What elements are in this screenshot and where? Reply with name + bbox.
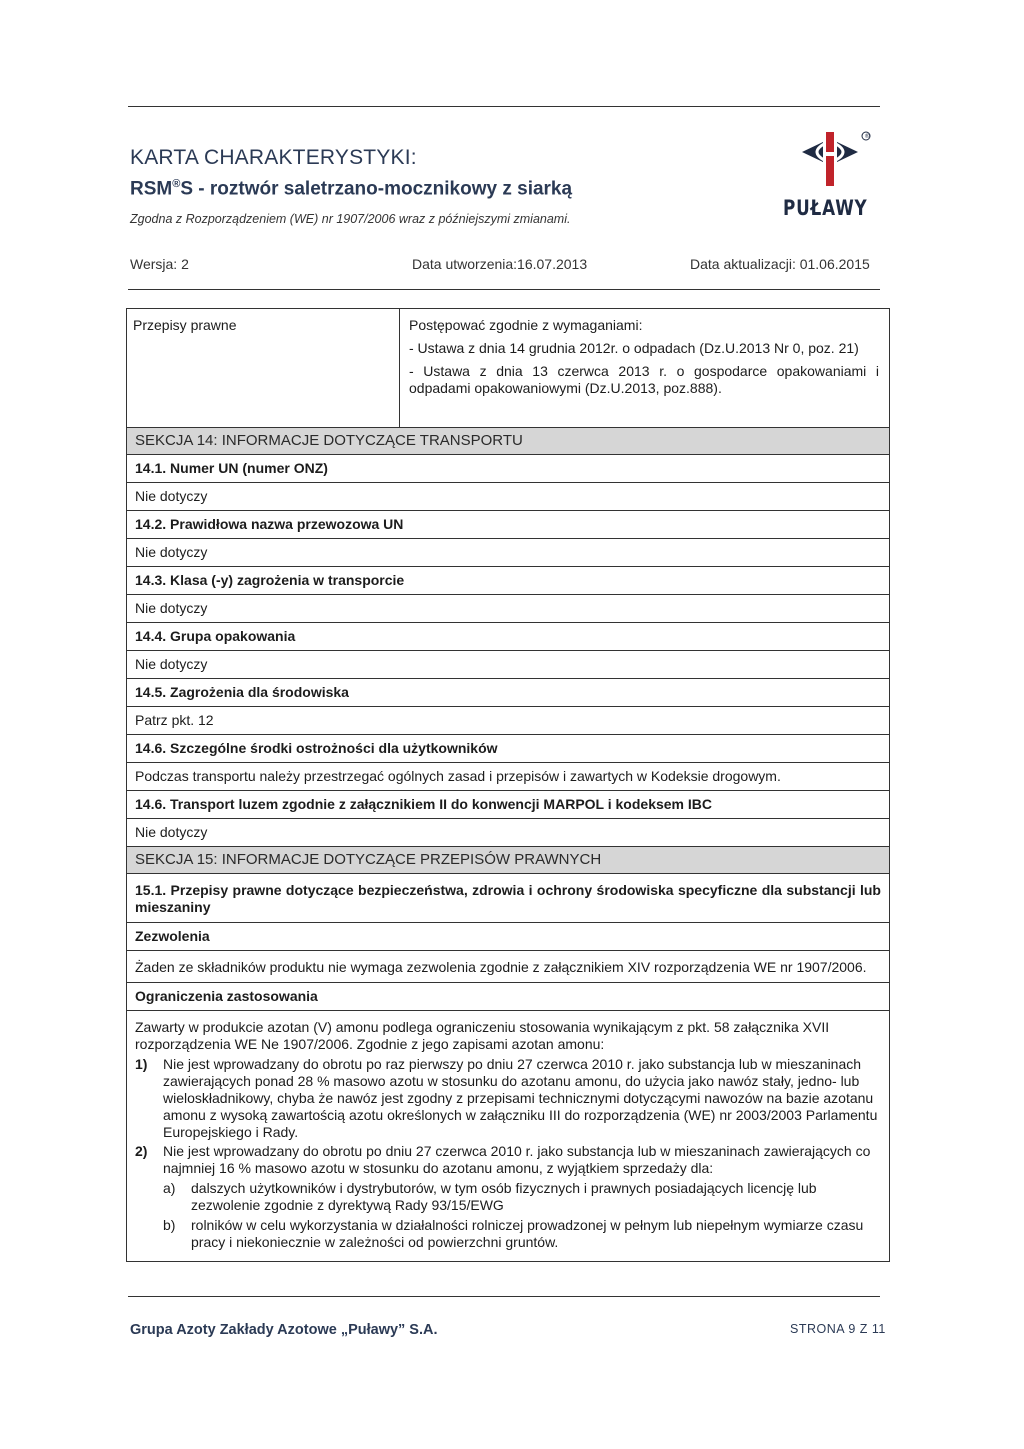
subsection-14-3-title: 14.3. Klasa (-y) zagrożenia w transporcie: [127, 567, 889, 595]
subsection-14-7-value: Nie dotyczy: [127, 819, 889, 847]
legal-requirements: [409, 317, 879, 403]
sub-item-text: dalszych użytkowników i dystrybutorów, w tym osób fizycznych i prawnych posiadających licencję lub zezwolenie zgodnie z dyrektywą Rady 93/15/EWG: [191, 1180, 817, 1213]
version-label: Wersja: 2: [130, 256, 189, 272]
list-item-body: [163, 1143, 881, 1251]
list-item: [135, 1056, 881, 1141]
footer-rule: [128, 1296, 880, 1297]
footer-company: Grupa Azoty Zakłady Azotowe „Puławy” S.A.: [130, 1322, 438, 1338]
permits-title: Zezwolenia: [127, 923, 889, 951]
svg-text:®: ®: [864, 133, 871, 140]
list-item-text: Nie jest wprowadzany do obrotu po dniu 27 czerwca 2010 r. jako substancja lub w mieszaninach zawierających co najmniej 16 % masowo azotu w stosunku do azotanu amonu, z wyjątkiem sprzedaży dla:: [163, 1143, 871, 1176]
subsection-14-5-title: 14.5. Zagrożenia dla środowiska: [127, 679, 889, 707]
footer-page-number: STRONA 9 Z 11: [790, 1322, 886, 1336]
section-15-heading: SEKCJA 15: INFORMACJE DOTYCZĄCE PRZEPISÓW PRAWNYCH: [127, 847, 889, 874]
subsection-14-3-value: Nie dotyczy: [127, 595, 889, 623]
restrictions-title: Ograniczenia zastosowania: [127, 983, 889, 1011]
column-divider: [399, 309, 400, 427]
permits-text: Żaden ze składników produktu nie wymaga zezwolenia zgodnie z załącznikiem XIV rozporządzenia WE nr 1907/2006.: [127, 951, 889, 983]
sub-item-text: rolników w celu wykorzystania w działalności rolniczej prowadzonej w pełnym lub niepełnym wymiarze czasu pracy i niekoniecznie w zależności od powierzchni gruntów.: [191, 1217, 864, 1250]
document-title: KARTA CHARAKTERYSTYKI:: [130, 146, 417, 169]
subsection-14-6-value: Podczas transportu należy przestrzegać ogólnych zasad i przepisów i zawartych w Kodeksie drogowym.: [127, 763, 889, 791]
header-top-rule: [128, 106, 880, 107]
legal-item-2: - Ustawa z dnia 13 czerwca 2013 r. o gospodarce opakowaniami i odpadami opakowaniowymi (Dz.U.2013, poz.888).: [409, 363, 879, 396]
list-item-number: 1): [135, 1056, 148, 1072]
restrictions-list: [135, 1056, 881, 1251]
subsection-14-1-title: 14.1. Numer UN (numer ONZ): [127, 455, 889, 483]
subsection-14-4-title: 14.4. Grupa opakowania: [127, 623, 889, 651]
subsection-14-1-value: Nie dotyczy: [127, 483, 889, 511]
updated-date: Data aktualizacji: 01.06.2015: [690, 256, 870, 272]
regulation-note: Zgodna z Rozporządzeniem (WE) nr 1907/2006 wraz z późniejszymi zmianami.: [130, 212, 571, 226]
subsection-15-1-title: 15.1. Przepisy prawne dotyczące bezpieczeństwa, zdrowia i ochrony środowiska specyficzne dla substancji lub mieszaniny: [127, 874, 889, 923]
sub-item-letter: b): [163, 1217, 176, 1233]
list-item-text: Nie jest wprowadzany do obrotu po raz pierwszy po dniu 27 czerwca 2010 r. jako substancja lub w mieszaninach zawierających ponad 28 % masowo azotu w stosunku do azotanu amonu, do użycia jako nawóz stały, jedno- lub wieloskładnikowy, chyba że nawóz jest zgodny z przepisami technicznymi dotyczącymi nawozów na bazie azotanu amonu z wysoką zawartością azotu określonych w załączniku III do rozporządzenia (WE) nr 2003/2003 Parlamentu Europejskiego i Rady.: [163, 1056, 878, 1140]
restrictions-intro: Zawarty w produkcie azotan (V) amonu podlega ograniczeniu stosowania wynikającym z pkt. 58 załącznika XVII rozporządzenia WE Ne 1907/2006. Zgodnie z jego zapisami azotan amonu:: [135, 1019, 830, 1052]
content-table: [126, 308, 890, 1262]
subsection-14-5-value: Patrz pkt. 12: [127, 707, 889, 735]
list-item: [135, 1143, 881, 1251]
subsection-14-6-title: 14.6. Szczególne środki ostrożności dla użytkowników: [127, 735, 889, 763]
sub-item-letter: a): [163, 1180, 176, 1196]
subsection-14-4-value: Nie dotyczy: [127, 651, 889, 679]
section-14-heading: SEKCJA 14: INFORMACJE DOTYCZĄCE TRANSPORTU: [127, 428, 889, 455]
restrictions-block: [127, 1011, 889, 1261]
list-item-number: 2): [135, 1143, 148, 1159]
legal-item-1: - Ustawa z dnia 14 grudnia 2012r. o odpadach (Dz.U.2013 Nr 0, poz. 21): [409, 340, 859, 356]
subsection-14-2-value: Nie dotyczy: [127, 539, 889, 567]
sub-item-a: [163, 1180, 881, 1214]
legal-intro: Postępować zgodnie z wymaganiami:: [409, 317, 643, 333]
logo-wordmark: PUŁAWY: [783, 196, 868, 220]
subsection-14-2-title: 14.2. Prawidłowa nazwa przewozowa UN: [127, 511, 889, 539]
created-date: Data utworzenia:16.07.2013: [412, 256, 588, 272]
subsection-14-7-title: 14.6. Transport luzem zgodnie z załącznikiem II do konwencji MARPOL i kodeksem IBC: [127, 791, 889, 819]
header-bottom-rule: [128, 289, 880, 290]
sub-item-b: [163, 1217, 881, 1251]
product-name: RSM®S - roztwór saletrzano-mocznikowy z siarką: [130, 178, 573, 200]
legal-label: Przepisy prawne: [133, 317, 237, 333]
legal-regulations-row: [127, 309, 889, 428]
